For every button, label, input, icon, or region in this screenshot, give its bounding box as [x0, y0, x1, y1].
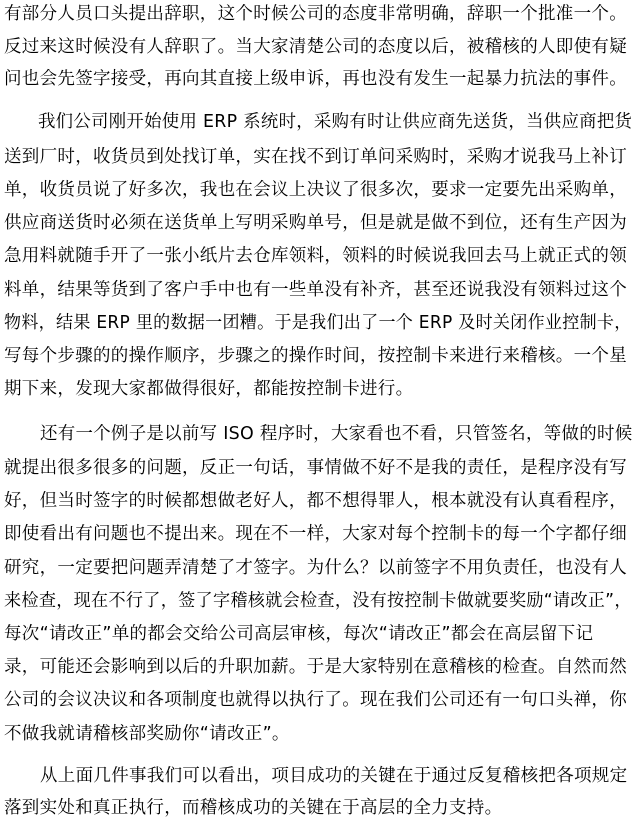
text-line: 送到厂时，收货员到处找订单，实在找不到订单问采购时，采购才说我马上补订	[4, 147, 627, 167]
text-line: 期下来，发现大家都做得很好，都能按控制卡进行。	[4, 379, 414, 399]
text-line: 落到实处和真正执行，而稽核成功的关键在于高层的全力支持。	[4, 798, 503, 818]
text-line: 我们公司刚开始使用 ERP 系统时，采购有时让供应商先送货，当供应商把货	[38, 112, 633, 132]
text-line: 研究，一定要把问题弄清楚了才签字。为什么？以前签字不用负责任，也没有人	[4, 558, 627, 578]
text-line: 料单，结果等货到了客户手中也有一些单没有补齐，甚至还说我没有领料过这个	[4, 280, 627, 300]
text-line: 还有一个例子是以前写 ISO 程序时，大家看也不看，只管签名，等做的时候	[40, 424, 633, 444]
text-line: 不做我就请稽核部奖励你“请改正”。	[4, 724, 290, 744]
text-line: 反过来这时候没有人辞职了。当大家清楚公司的态度以后，被稽核的人即使有疑	[4, 37, 627, 57]
text-line: 每次“请改正”单的都会交给公司高层审核，每次“请改正”都会在高层留下记	[4, 624, 594, 644]
text-line: 就提出很多很多的问题，反正一句话，事情做不好不是我的责任，是程序没有写	[4, 458, 627, 478]
text-line: 好，但当时签字的时候都想做老好人，都不想得罪人，根本就没有认真看程序，	[4, 491, 627, 511]
text-line: 有部分人员口头提出辞职，这个时候公司的态度非常明确，辞职一个批准一个。	[4, 4, 627, 24]
text-line: 物料，结果 ERP 里的数据一团糟。于是我们出了一个 ERP 及时关闭作业控制卡，	[4, 313, 632, 333]
text-line: 来检查，现在不行了，签了字稽核就会检查，没有按控制卡做就要奖励“请改正”，	[4, 591, 632, 611]
text-line: 写每个步骤的的操作顺序，步骤之的操作时间，按控制卡来进行来稽核。一个星	[4, 346, 627, 366]
text-line: 从上面几件事我们可以看出，项目成功的关键在于通过反复稽核把各项规定	[40, 766, 628, 786]
text-line: 供应商送货时必须在送货单上写明采购单号，但是就是做不到位，还有生产因为	[4, 213, 627, 233]
text-line: 录，可能还会影响到以后的升职加薪。于是大家特别在意稽核的检查。自然而然	[4, 657, 627, 677]
text-line: 即使看出有问题也不提出来。现在不一样，大家对每个控制卡的每一个字都仔细	[4, 524, 627, 544]
text-line: 问也会先签字接受，再向其直接上级申诉，再也没有发生一起暴力抗法的事件。	[4, 69, 627, 89]
text-line: 单，收货员说了好多次，我也在会议上决议了很多次，要求一定要先出采购单，	[4, 180, 627, 200]
text-line: 急用料就随手开了一张小纸片去仓库领料，领料的时候说我回去马上就正式的领	[4, 246, 627, 266]
text-line: 公司的会议决议和各项制度也就得以执行了。现在我们公司还有一句口头禅，你	[4, 690, 627, 710]
